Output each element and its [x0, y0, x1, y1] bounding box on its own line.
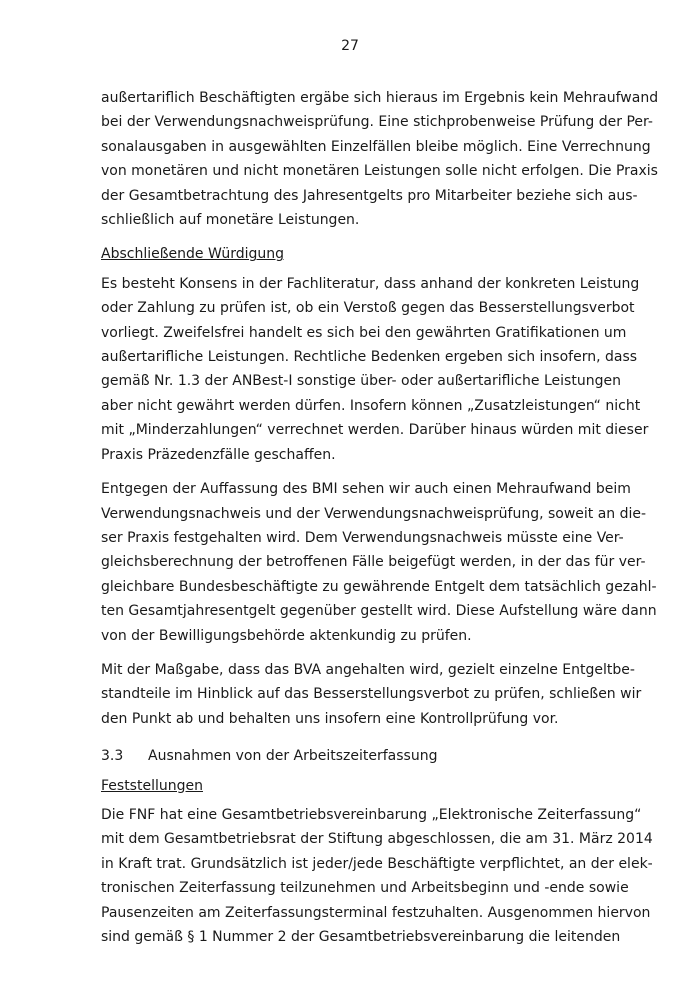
section-title: Ausnahmen von der Arbeitszeiterfassung: [148, 748, 438, 765]
text-line: gleichbare Bundesbeschäftigte zu gewährende Entgelt dem tatsächlich gezahl-: [101, 578, 657, 595]
text-line: sonalausgaben in ausgewählten Einzelfällen bleibe möglich. Eine Verrechnung: [101, 138, 651, 155]
subheading: Abschließende Würdigung: [101, 246, 284, 263]
text-line: Entgegen der Auffassung des BMI sehen wir auch einen Mehraufwand beim: [101, 481, 631, 498]
text-line: Mit der Maßgabe, dass das BVA angehalten wird, gezielt einzelne Entgeltbe-: [101, 661, 635, 678]
section-heading: [101, 744, 597, 768]
text-line: bei der Verwendungsnachweisprüfung. Eine stichprobenweise Prüfung der Per-: [101, 114, 653, 131]
text-line: gemäß Nr. 1.3 der ANBest-I sonstige über- oder außertarifliche Leistungen: [101, 373, 621, 390]
text-line: Die FNF hat eine Gesamtbetriebsvereinbarung „Elektronische Zeiterfassung“: [101, 806, 642, 823]
text-line: der Gesamtbetrachtung des Jahresentgelts pro Mitarbeiter beziehe sich aus-: [101, 187, 638, 204]
paragraph: [101, 658, 642, 731]
text-line: von monetären und nicht monetären Leistungen solle nicht erfolgen. Die Praxis: [101, 163, 658, 180]
subheading: Feststellungen: [101, 777, 203, 794]
paragraph: [101, 86, 659, 232]
paragraph: [101, 803, 653, 949]
text-line: aber nicht gewährt werden dürfen. Insofern können „Zusatzleistungen“ nicht: [101, 397, 641, 414]
document-body: [101, 86, 659, 959]
text-line: außertarifliche Leistungen. Rechtliche Bedenken ergeben sich insofern, dass: [101, 349, 638, 366]
text-line: schließlich auf monetäre Leistungen.: [101, 212, 360, 229]
text-line: außertariflich Beschäftigten ergäbe sich hieraus im Ergebnis kein Mehraufwand: [101, 90, 659, 106]
text-line: mit „Minderzahlungen“ verrechnet werden. Darüber hinaus würden mit dieser: [101, 422, 649, 439]
text-line: den Punkt ab und behalten uns insofern eine Kontrollprüfung vor.: [101, 710, 559, 727]
text-line: Praxis Präzedenzfälle geschaffen.: [101, 446, 336, 463]
paragraph: [101, 477, 657, 648]
text-line: tronischen Zeiterfassung teilzunehmen und Arbeitsbeginn und -ende sowie: [101, 880, 629, 897]
text-line: standteile im Hinblick auf das Besserstellungsverbot zu prüfen, schließen wir: [101, 686, 642, 703]
page-number: 27: [341, 38, 359, 54]
text-line: vorliegt. Zweifelsfrei handelt es sich bei den gewährten Gratifikationen um: [101, 324, 627, 341]
text-line: Verwendungsnachweis und der Verwendungsnachweisprüfung, soweit an die-: [101, 505, 647, 522]
section-number: 3.3: [101, 748, 124, 765]
paragraph: [101, 272, 649, 467]
text-line: von der Bewilligungsbehörde aktenkundig zu prüfen.: [101, 627, 472, 644]
text-line: gleichsberechnung der betroffenen Fälle beigefügt werden, in der das für ver-: [101, 554, 646, 571]
text-line: ser Praxis festgehalten wird. Dem Verwendungsnachweis müsste eine Ver-: [101, 529, 624, 546]
text-line: mit dem Gesamtbetriebsrat der Stiftung abgeschlossen, die am 31. März 2014: [101, 831, 653, 848]
text-line: Es besteht Konsens in der Fachliteratur, dass anhand der konkreten Leistung: [101, 275, 640, 292]
text-line: ten Gesamtjahresentgelt gegenüber gestellt wird. Diese Aufstellung wäre dann: [101, 603, 657, 620]
text-line: Pausenzeiten am Zeiterfassungsterminal festzuhalten. Ausgenommen hiervon: [101, 904, 651, 921]
text-line: oder Zahlung zu prüfen ist, ob ein Verstoß gegen das Besserstellungsverbot: [101, 300, 635, 317]
text-line: sind gemäß § 1 Nummer 2 der Gesamtbetriebsvereinbarung die leitenden: [101, 929, 621, 945]
text-line: in Kraft trat. Grundsätzlich ist jeder/jede Beschäftigte verpflichtet, an der elek-: [101, 855, 653, 872]
